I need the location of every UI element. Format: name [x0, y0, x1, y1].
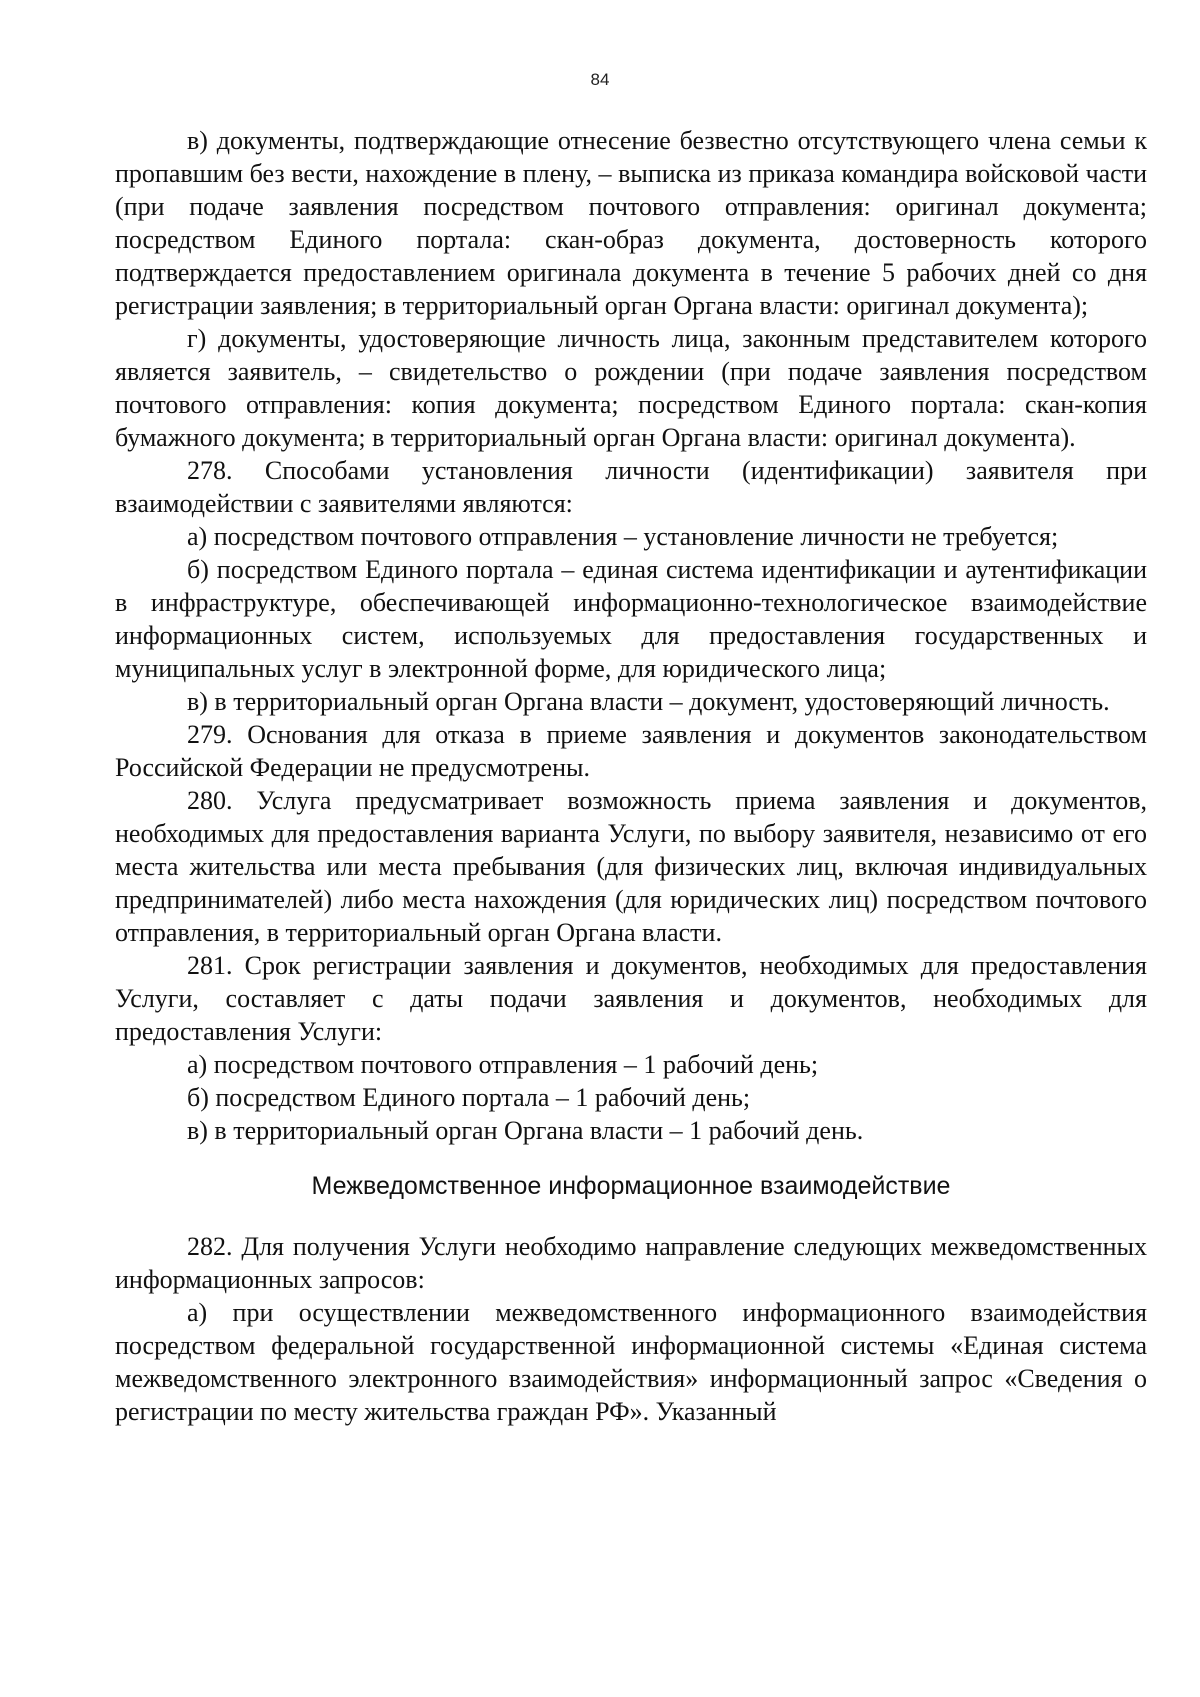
- paragraph-documents-missing-person: в) документы, подтверждающие отнесение безвестно отсутствующего члена семьи к пропавшим без вести, нахождение в плену, – выписка из приказа командира войсковой части (при подаче заявления посредством почтового отправления: оригинал документа; посредством Единого портала: скан-образ документа, достоверность которого подтверждается предоставлением оригинала документа в течение 5 рабочих дней со дня регистрации заявления; в территориальный орган Органа власти: оригинал документа);: [115, 126, 1147, 320]
- paragraph-documents-identity-representative: г) документы, удостоверяющие личность лица, законным представителем которого является заявитель, – свидетельство о рождении (при подаче заявления посредством почтового отправления: копия документа; посредством Единого портала: скан-копия бумажного документа; в территориальный орган Органа власти: оригинал документа).: [115, 324, 1147, 452]
- paragraph-281-item-c-territorial: в) в территориальный орган Органа власти – 1 рабочий день.: [187, 1116, 864, 1145]
- document-body: [115, 124, 1147, 1428]
- paragraph-278-item-a-postal: а) посредством почтового отправления – установление личности не требуется;: [187, 522, 1059, 551]
- paragraph-279-refusal-grounds: 279. Основания для отказа в приеме заявления и документов законодательством Российской Федерации не предусмотрены.: [115, 720, 1147, 782]
- section-heading: Межведомственное информационное взаимодействие: [311, 1172, 951, 1200]
- paragraph-278-item-c-territorial: в) в территориальный орган Органа власти – документ, удостоверяющий личность.: [187, 687, 1110, 716]
- paragraph-278-identification-methods: 278. Способами установления личности (идентификации) заявителя при взаимодействии с заявителями являются:: [115, 456, 1147, 518]
- paragraph-282-interagency-requests: 282. Для получения Услуги необходимо направление следующих межведомственных информационных запросов:: [115, 1232, 1147, 1294]
- paragraph-282-item-a-smev: а) при осуществлении межведомственного информационного взаимодействия посредством федеральной государственной информационной системы «Единая система межведомственного электронного взаимодействия» информационный запрос «Сведения о регистрации по месту жительства граждан РФ». Указанный: [115, 1298, 1147, 1426]
- paragraph-280-service-application: 280. Услуга предусматривает возможность приема заявления и документов, необходимых для предоставления варианта Услуги, по выбору заявителя, независимо от его места жительства или места пребывания (для физических лиц, включая индивидуальных предпринимателей) либо места нахождения (для юридических лиц) посредством почтового отправления, в территориальный орган Органа власти.: [115, 786, 1147, 947]
- paragraph-278-item-b-portal: б) посредством Единого портала – единая система идентификации и аутентификации в инфраструктуре, обеспечивающей информационно-технологическое взаимодействие информационных систем, используемых для предоставления государственных и муниципальных услуг в электронной форме, для юридического лица;: [115, 555, 1147, 683]
- paragraph-281-registration-term: 281. Срок регистрации заявления и документов, необходимых для предоставления Услуги, составляет с даты подачи заявления и документов, необходимых для предоставления Услуги:: [115, 951, 1147, 1046]
- page-number: 84: [590, 70, 610, 89]
- paragraph-281-item-b-portal: б) посредством Единого портала – 1 рабочий день;: [187, 1083, 751, 1112]
- paragraph-281-item-a-postal: а) посредством почтового отправления – 1 рабочий день;: [187, 1050, 819, 1079]
